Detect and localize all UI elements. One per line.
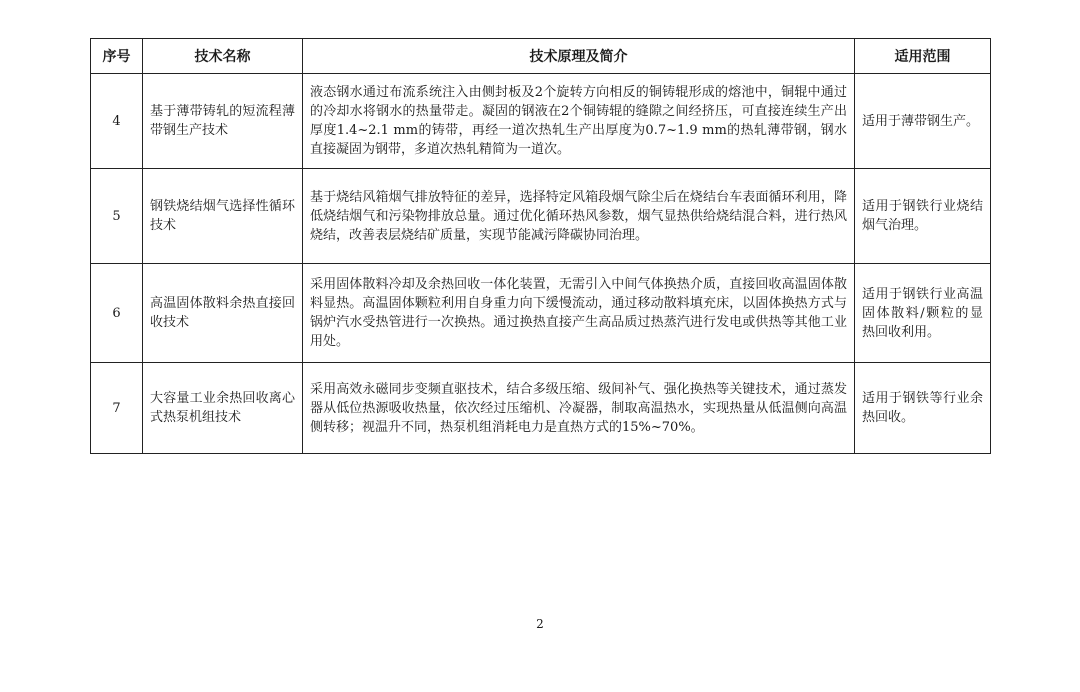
header-applicable-scope: 适用范围 bbox=[855, 39, 991, 74]
row-technology-name: 钢铁烧结烟气选择性循环技术 bbox=[143, 169, 303, 264]
table-row bbox=[91, 169, 991, 264]
row-technology-description: 基于烧结风箱烟气排放特征的差异，选择特定风箱段烟气除尘后在烧结台车表面循环利用，降低烧结烟气和污染物排放总量。通过优化循环热风参数，烟气显热供给烧结混合料，进行热风烧结，改善表层烧结矿质量，实现节能减污降碳协同治理。 bbox=[303, 169, 855, 264]
page-number: 2 bbox=[536, 617, 544, 631]
row-serial-number: 6 bbox=[91, 264, 143, 363]
row-applicable-scope: 适用于薄带钢生产。 bbox=[855, 74, 991, 169]
header-serial-number: 序号 bbox=[91, 39, 143, 74]
row-applicable-scope: 适用于钢铁行业高温固体散料/颗粒的显热回收利用。 bbox=[855, 264, 991, 363]
table-row bbox=[91, 264, 991, 363]
row-technology-description: 采用固体散料冷却及余热回收一体化装置，无需引入中间气体换热介质，直接回收高温固体散料显热。高温固体颗粒利用自身重力向下缓慢流动，通过移动散料填充床，以固体换热方式与锅炉汽水受热管进行一次换热。通过换热直接产生高品质过热蒸汽进行发电或供热等其他工业用处。 bbox=[303, 264, 855, 363]
table-row bbox=[91, 363, 991, 454]
header-technology-name: 技术名称 bbox=[143, 39, 303, 74]
row-serial-number: 5 bbox=[91, 169, 143, 264]
row-technology-name: 大容量工业余热回收离心式热泵机组技术 bbox=[143, 363, 303, 454]
row-serial-number: 7 bbox=[91, 363, 143, 454]
row-technology-description: 采用高效永磁同步变频直驱技术，结合多级压缩、级间补气、强化换热等关键技术，通过蒸发器从低位热源吸收热量，依次经过压缩机、冷凝器，制取高温热水，实现热量从低温侧向高温侧转移；视温升不同，热泵机组消耗电力是直热方式的15%~70%。 bbox=[303, 363, 855, 454]
row-technology-name: 基于薄带铸轧的短流程薄带钢生产技术 bbox=[143, 74, 303, 169]
row-applicable-scope: 适用于钢铁等行业余热回收。 bbox=[855, 363, 991, 454]
row-technology-description: 液态钢水通过布流系统注入由侧封板及2个旋转方向相反的铜铸辊形成的熔池中，铜辊中通过的冷却水将钢水的热量带走。凝固的钢液在2个铜铸辊的缝隙之间经挤压，可直接连续生产出厚度1.4~2.1 mm的铸带，再经一道次热轧生产出厚度为0.7~1.9 mm的热轧薄带钢，钢水直接凝固为钢带，多道次热轧精简为一道次。 bbox=[303, 74, 855, 169]
technology-table bbox=[90, 38, 991, 454]
table-row bbox=[91, 74, 991, 169]
row-technology-name: 高温固体散料余热直接回收技术 bbox=[143, 264, 303, 363]
row-serial-number: 4 bbox=[91, 74, 143, 169]
row-applicable-scope: 适用于钢铁行业烧结烟气治理。 bbox=[855, 169, 991, 264]
table-header-row bbox=[91, 39, 991, 74]
header-technology-principle: 技术原理及简介 bbox=[303, 39, 855, 74]
